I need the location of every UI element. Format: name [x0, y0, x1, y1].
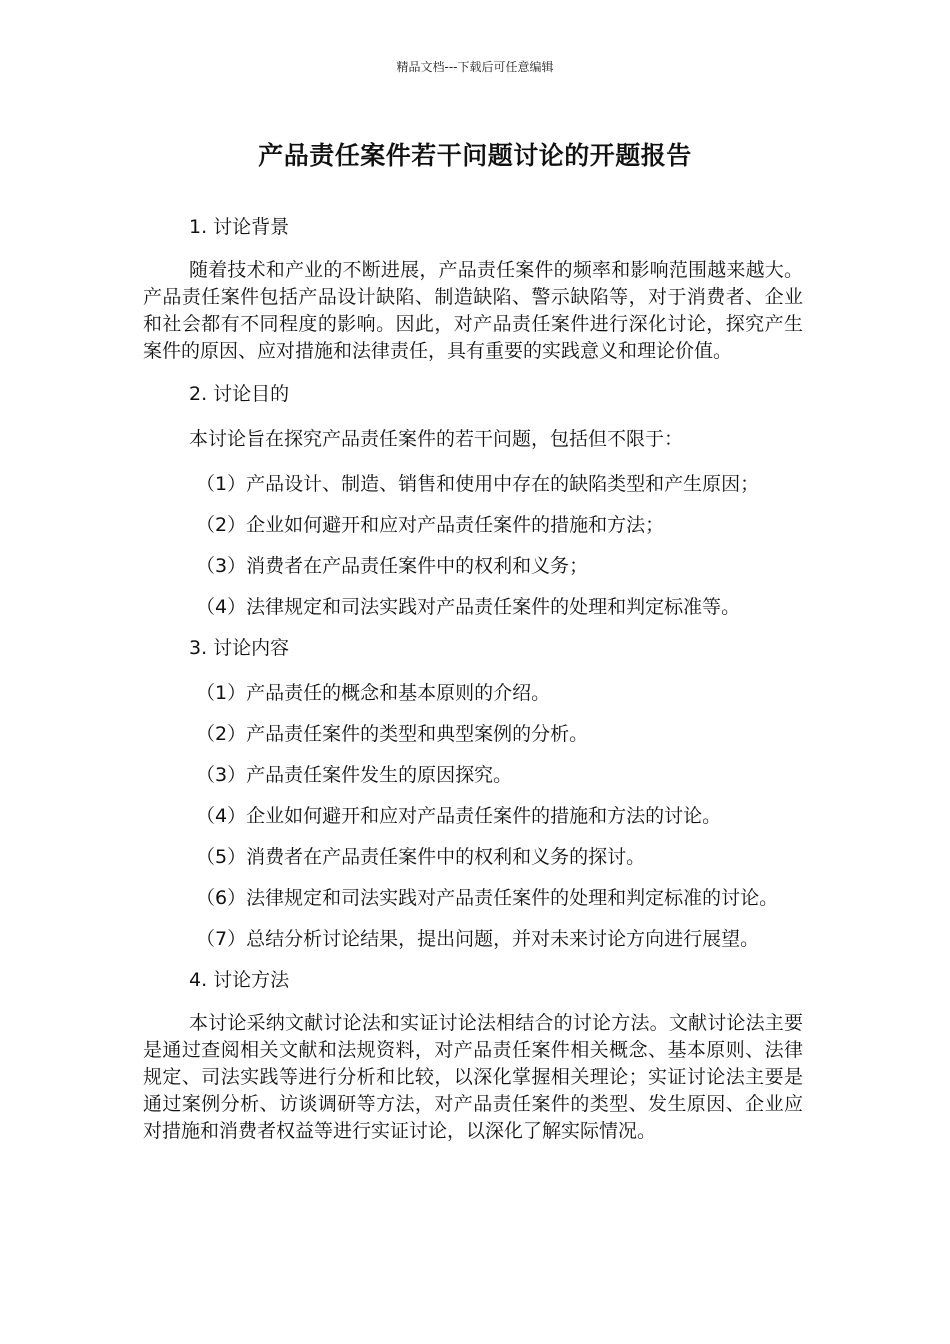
list-item: （5）消费者在产品责任案件中的权利和义务的探讨。 — [196, 846, 646, 868]
list-item: （4）法律规定和司法实践对产品责任案件的处理和判定标准等。 — [196, 596, 741, 618]
list-item: （6）法律规定和司法实践对产品责任案件的处理和判定标准的讨论。 — [196, 887, 779, 909]
list-item: （4）企业如何避开和应对产品责任案件的措施和方法的讨论。 — [196, 805, 722, 827]
list-item: （1）产品设计、制造、销售和使用中存在的缺陷类型和产生原因； — [196, 473, 760, 495]
page-header: 精品文档---下载后可任意编辑 — [396, 60, 554, 74]
section-2-heading: 2. 讨论目的 — [189, 383, 290, 405]
list-item: （2）企业如何避开和应对产品责任案件的措施和方法； — [196, 514, 665, 536]
list-item: （3）消费者在产品责任案件中的权利和义务； — [196, 555, 589, 577]
list-item: （1）产品责任的概念和基本原则的介绍。 — [196, 682, 551, 704]
section-4-heading: 4. 讨论方法 — [189, 969, 290, 991]
section-2-intro: 本讨论旨在探究产品责任案件的若干问题，包括但不限于： — [189, 428, 684, 450]
section-3-heading: 3. 讨论内容 — [189, 637, 290, 659]
document-body — [143, 212, 803, 1159]
section-1-paragraph: 随着技术和产业的不断进展，产品责任案件的频率和影响范围越来越大。产品责任案件包括产品设计缺陷、制造缺陷、警示缺陷等，对于消费者、企业和社会都有不同程度的影响。因此，对产品责任案件进行深化讨论，探究产生案件的原因、应对措施和法律责任，具有重要的实践意义和理论价值。 — [143, 259, 803, 362]
document-title: 产品责任案件若干问题讨论的开题报告 — [258, 141, 692, 170]
list-item: （2）产品责任案件的类型和典型案例的分析。 — [196, 723, 589, 745]
section-4-paragraph: 本讨论采纳文献讨论法和实证讨论法相结合的讨论方法。文献讨论法主要是通过查阅相关文献和法规资料，对产品责任案件相关概念、基本原则、法律规定、司法实践等进行分析和比较，以深化掌握相关理论；实证讨论法主要是通过案例分析、访谈调研等方法，对产品责任案件的类型、发生原因、企业应对措施和消费者权益等进行实证讨论，以深化了解实际情况。 — [143, 1012, 803, 1142]
section-1-heading: 1. 讨论背景 — [189, 216, 290, 238]
list-item: （3）产品责任案件发生的原因探究。 — [196, 764, 513, 786]
list-item: （7）总结分析讨论结果，提出问题，并对未来讨论方向进行展望。 — [196, 928, 760, 950]
